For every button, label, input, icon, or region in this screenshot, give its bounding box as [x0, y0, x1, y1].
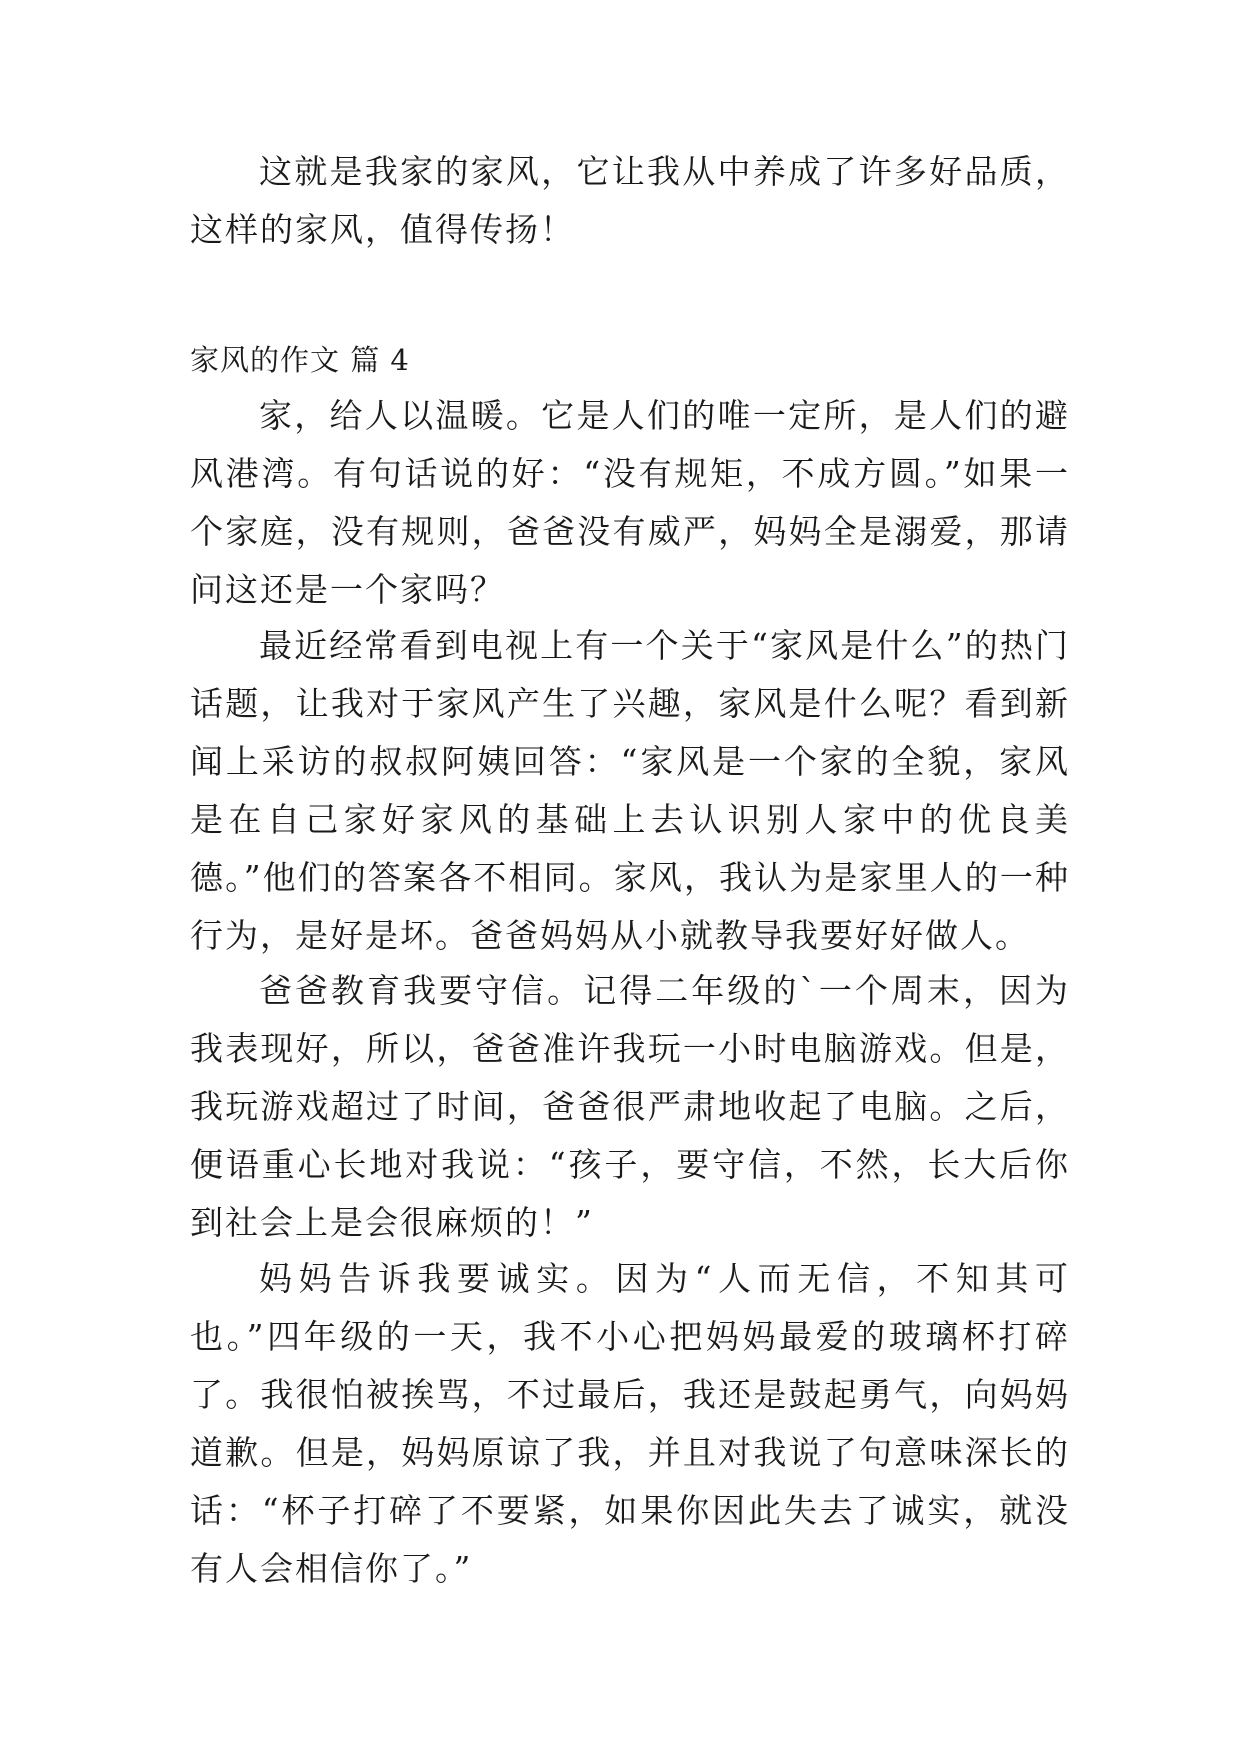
paragraph-family-style: 最近经常看到电视上有一个关于“家风是什么”的热门话题，让我对于家风产生了兴趣，家风是什么呢？看到新闻上采访的叔叔阿姨回答：“家风是一个家的全貌，家风是在自己家好家风的基础上去认识别人家中的优良美德。”他们的答案各不相同。家风，我认为是家里人的一种行为，是好是坏。爸爸妈妈从小就教导我要好好做人。 [190, 626, 1070, 955]
paragraph-mother-honesty: 妈妈告诉我要诚实。因为“人而无信，不知其可也。”四年级的一天，我不小心把妈妈最爱的玻璃杯打碎了。我很怕被挨骂，不过最后，我还是鼓起勇气，向妈妈道歉。但是，妈妈原谅了我，并且对我说了句意味深长的话：“杯子打碎了不要紧，如果你因此失去了诚实，就没有人会相信你了。” [190, 1259, 1070, 1588]
section-heading: 家风的作文 篇 4 [190, 343, 410, 377]
paragraph-intro: 家，给人以温暖。它是人们的唯一定所，是人们的避风港湾。有句话说的好：“没有规矩，不成方圆。”如果一个家庭，没有规则，爸爸没有威严，妈妈全是溺爱，那请问这还是一个家吗？ [190, 396, 1070, 609]
paragraph-father-trust: 爸爸教育我要守信。记得二年级的`一个周末，因为我表现好，所以，爸爸准许我玩一小时电脑游戏。但是，我玩游戏超过了时间，爸爸很严肃地收起了电脑。之后，便语重心长地对我说：“孩子，要守信，不然，长大后你到社会上是会很麻烦的！” [190, 971, 1070, 1242]
closing-paragraph: 这就是我家的家风，它让我从中养成了许多好品质，这样的家风，值得传扬！ [190, 152, 1070, 249]
